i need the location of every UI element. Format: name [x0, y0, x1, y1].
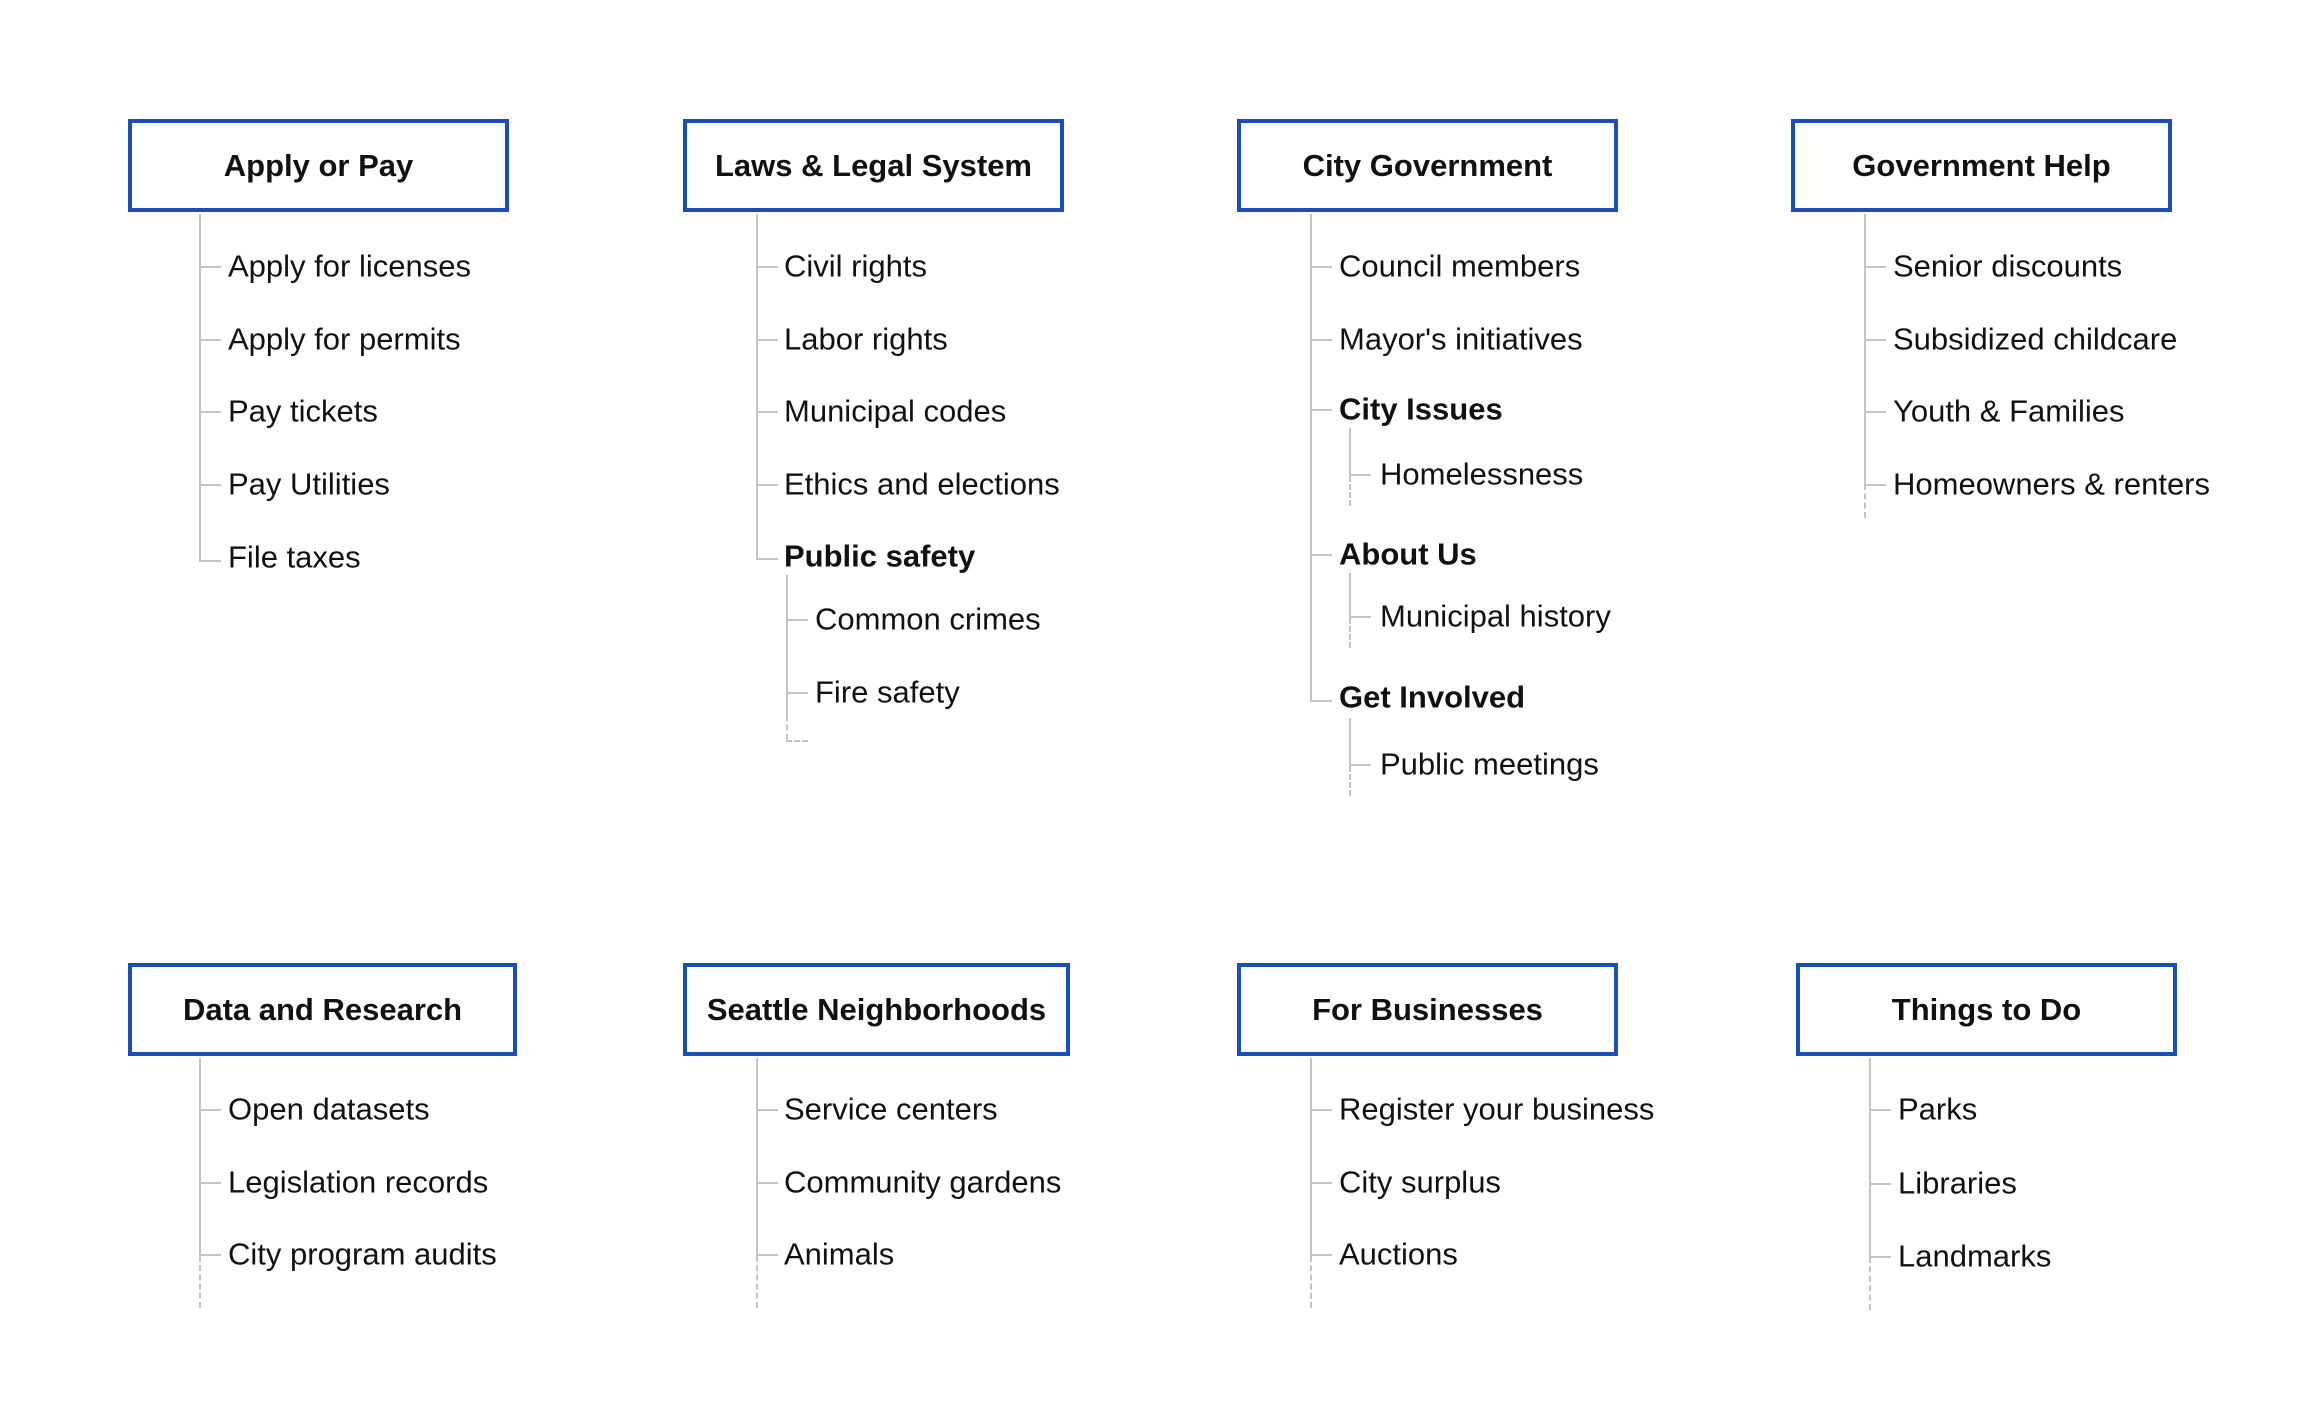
connector-dashed-end — [1310, 1256, 1312, 1308]
menu-link[interactable]: Apply for permits — [228, 321, 461, 357]
menu-link[interactable]: Open datasets — [228, 1091, 430, 1127]
menu-link[interactable]: Municipal codes — [784, 393, 1007, 429]
menu-link[interactable]: Homelessness — [1380, 456, 1584, 492]
connector-branch — [199, 1182, 221, 1184]
connector-dashed-end — [786, 715, 788, 740]
menu-link[interactable]: Pay Utilities — [228, 466, 390, 502]
connector-dashed-end — [199, 1256, 201, 1308]
menu-link[interactable]: Senior discounts — [1893, 248, 2123, 284]
connector-branch — [1864, 484, 1886, 486]
menu-link[interactable]: Animals — [784, 1236, 895, 1272]
connector-trunk — [756, 1058, 758, 1256]
connector-branch — [1310, 554, 1332, 556]
menu-link[interactable]: Mayor's initiatives — [1339, 321, 1583, 357]
menu-link[interactable]: Common crimes — [815, 601, 1041, 637]
menu-link[interactable]: Pay tickets — [228, 393, 378, 429]
section-title: Government Help — [1852, 147, 2111, 183]
connector-branch — [1310, 409, 1332, 411]
connector-branch — [756, 411, 778, 413]
connector-branch — [1310, 1254, 1332, 1256]
connector-branch — [786, 692, 808, 694]
connector-branch — [1349, 764, 1371, 766]
connector-branch — [1869, 1183, 1891, 1185]
menu-link[interactable]: Labor rights — [784, 321, 948, 357]
section-box-apply-or-pay[interactable] — [128, 119, 509, 212]
connector-dashed-end — [1869, 1257, 1871, 1310]
connector-branch — [1310, 266, 1332, 268]
section-title: Apply or Pay — [223, 147, 414, 183]
menu-link[interactable]: Apply for licenses — [228, 248, 471, 284]
connector-branch — [1869, 1256, 1891, 1258]
connector-branch — [756, 266, 778, 268]
connector-branch — [1864, 266, 1886, 268]
connector-branch — [199, 1109, 221, 1111]
connector-branch — [756, 1109, 778, 1111]
menu-link[interactable]: Register your business — [1339, 1091, 1655, 1127]
connector-subtrunk — [786, 575, 788, 715]
connector-branch — [756, 558, 778, 560]
menu-link[interactable]: Service centers — [784, 1091, 998, 1127]
section-box-data-research[interactable] — [128, 963, 517, 1056]
menu-link[interactable]: Youth & Families — [1893, 393, 2125, 429]
menu-link[interactable]: Municipal history — [1380, 598, 1611, 634]
connector-branch — [1864, 411, 1886, 413]
connector-branch — [199, 484, 221, 486]
connector-branch — [199, 411, 221, 413]
section-title: Seattle Neighborhoods — [706, 991, 1047, 1027]
connector-branch — [756, 1182, 778, 1184]
connector-branch — [199, 560, 221, 562]
connector-trunk — [1310, 214, 1312, 702]
connector-branch — [199, 339, 221, 341]
subsection-public-safety[interactable]: Public safety — [784, 538, 976, 574]
connector-dashed-end — [1864, 484, 1866, 518]
connector-dashed-end — [1349, 766, 1351, 796]
section-box-laws[interactable] — [683, 119, 1064, 212]
menu-link[interactable]: Civil rights — [784, 248, 927, 284]
connector-branch — [1310, 700, 1332, 702]
subsection-city-issues[interactable]: City Issues — [1339, 391, 1503, 427]
menu-link[interactable]: City surplus — [1339, 1164, 1501, 1200]
subsection-get-involved[interactable]: Get Involved — [1339, 679, 1526, 715]
section-title: Things to Do — [1891, 991, 2082, 1027]
connector-trunk — [1310, 1058, 1312, 1256]
connector-subtrunk — [1349, 718, 1351, 766]
section-title: For Businesses — [1312, 991, 1543, 1027]
connector-branch — [1864, 339, 1886, 341]
connector-branch — [199, 1254, 221, 1256]
connector-trunk — [1864, 214, 1866, 484]
menu-link[interactable]: Ethics and elections — [784, 466, 1060, 502]
section-box-neighborhoods[interactable] — [683, 963, 1070, 1056]
connector-branch — [1310, 339, 1332, 341]
section-box-things-to-do[interactable] — [1796, 963, 2177, 1056]
connector-branch — [1349, 616, 1371, 618]
section-box-government-help[interactable] — [1791, 119, 2172, 212]
menu-link[interactable]: Parks — [1898, 1091, 1978, 1127]
subsection-about-us[interactable]: About Us — [1339, 536, 1477, 572]
connector-branch — [1349, 474, 1371, 476]
section-title: Laws & Legal System — [714, 147, 1032, 183]
connector-dashed-end — [756, 1256, 758, 1308]
menu-link[interactable]: Landmarks — [1898, 1238, 2052, 1274]
connector-subtrunk — [1349, 573, 1351, 618]
connector-trunk — [1869, 1058, 1871, 1257]
connector-branch — [756, 484, 778, 486]
section-box-businesses[interactable] — [1237, 963, 1618, 1056]
menu-link[interactable]: Libraries — [1898, 1165, 2017, 1201]
connector-branch — [786, 619, 808, 621]
connector-dashed-end — [786, 740, 808, 742]
connector-branch — [1310, 1182, 1332, 1184]
connector-dashed-end — [1349, 476, 1351, 506]
menu-link[interactable]: Community gardens — [784, 1164, 1062, 1200]
menu-link[interactable]: Public meetings — [1380, 746, 1599, 782]
connector-branch — [1869, 1109, 1891, 1111]
connector-branch — [756, 339, 778, 341]
menu-link[interactable]: Fire safety — [815, 674, 960, 710]
connector-branch — [756, 1254, 778, 1256]
section-title: Data and Research — [182, 991, 463, 1027]
section-box-city-government[interactable] — [1237, 119, 1618, 212]
connector-trunk — [199, 1058, 201, 1256]
menu-link[interactable]: File taxes — [228, 539, 361, 575]
connector-branch — [199, 266, 221, 268]
menu-link[interactable]: Subsidized childcare — [1893, 321, 2178, 357]
menu-link[interactable]: City program audits — [228, 1236, 497, 1272]
connector-dashed-end — [1349, 618, 1351, 648]
menu-link[interactable]: Auctions — [1339, 1236, 1458, 1272]
menu-link[interactable]: Council members — [1339, 248, 1581, 284]
connector-branch — [1310, 1109, 1332, 1111]
section-title: City Government — [1302, 147, 1553, 183]
menu-link[interactable]: Legislation records — [228, 1164, 489, 1200]
connector-subtrunk — [1349, 428, 1351, 476]
menu-link[interactable]: Homeowners & renters — [1893, 466, 2211, 502]
